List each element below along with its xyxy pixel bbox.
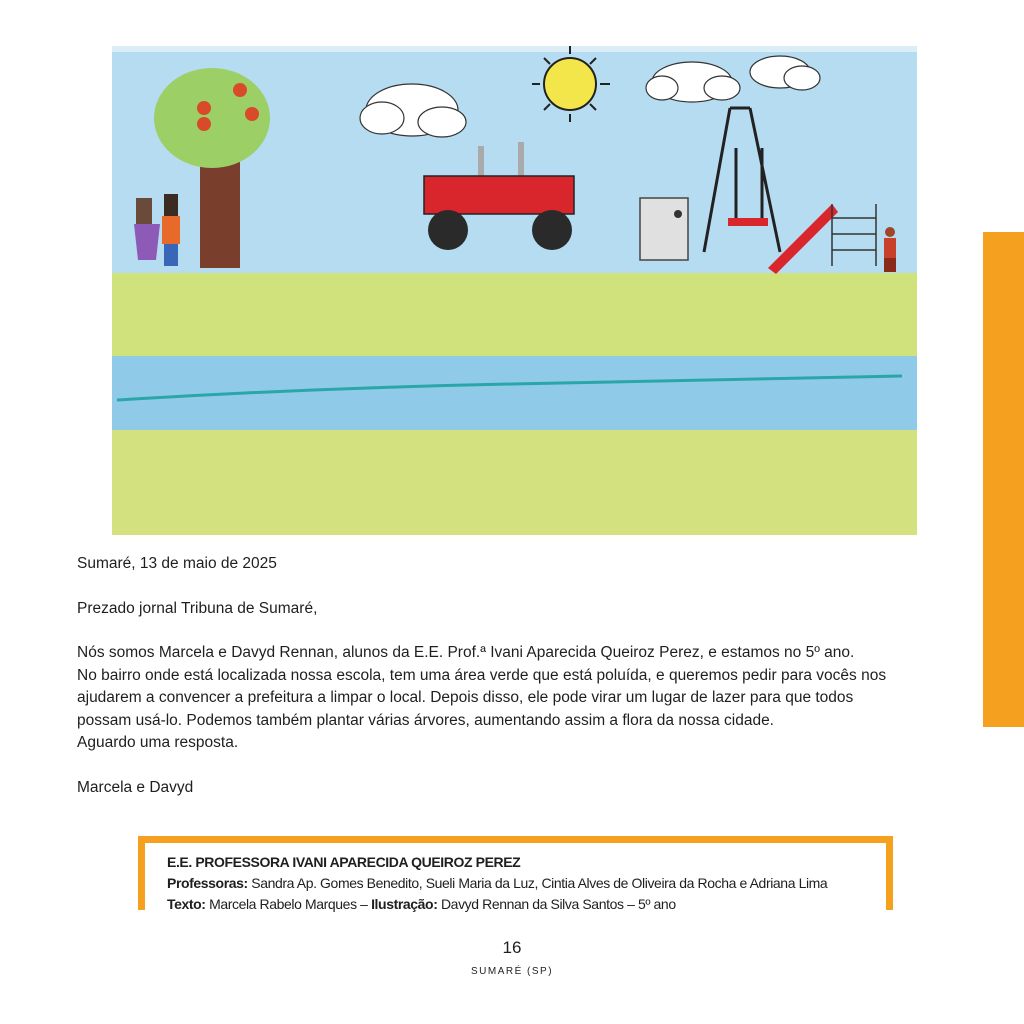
separator: – bbox=[627, 896, 635, 912]
letter-line: possam usá-lo. Podemos também plantar várias árvores, aumentando assim a flora da nossa cidade. bbox=[77, 711, 774, 729]
teachers-label: Professoras: bbox=[167, 875, 248, 891]
letter-line: Nós somos Marcela e Davyd Rennan, alunos da E.E. Prof.ª Ivani Aparecida Queiroz Perez, e estamos no 5º ano. bbox=[77, 644, 855, 661]
credits-box bbox=[138, 836, 893, 910]
letter-line: Aguardo uma resposta. bbox=[77, 734, 239, 751]
footer-city: SUMARÉ (SP) bbox=[470, 966, 554, 977]
letter-line: No bairro onde está localizada nossa escola, tem uma área verde que está poluída, e queremos pedir para vocês nos bbox=[77, 666, 887, 684]
letter-line: ajudarem a convencer a prefeitura a limpar o local. Depois disso, ele pode virar um lugar de lazer para que todos bbox=[77, 689, 854, 706]
grass-bottom bbox=[112, 430, 917, 535]
letter bbox=[77, 553, 957, 799]
river bbox=[112, 356, 917, 436]
school-name: E.E. PROFESSORA IVANI APARECIDA QUEIROZ PEREZ bbox=[167, 854, 521, 870]
teachers-row bbox=[167, 873, 886, 894]
side-accent-tab bbox=[983, 232, 1024, 727]
illustration-author: Davyd Rennan da Silva Santos bbox=[440, 896, 624, 912]
letter-date: Sumaré, 13 de maio de 2025 bbox=[77, 555, 277, 572]
text-label: Texto: bbox=[167, 896, 206, 912]
separator: – bbox=[360, 896, 368, 912]
grade: 5º ano bbox=[637, 896, 676, 912]
text-author: Marcela Rabelo Marques bbox=[209, 896, 357, 912]
small-building bbox=[640, 198, 688, 260]
letter-signature: Marcela e Davyd bbox=[77, 778, 194, 796]
child-figure-right bbox=[884, 227, 896, 272]
child-drawing-illustration bbox=[112, 38, 917, 535]
page-number: 16 bbox=[502, 938, 522, 957]
grass-top bbox=[112, 273, 917, 368]
illustration-label: Ilustração: bbox=[371, 896, 438, 912]
letter-greeting: Prezado jornal Tribuna de Sumaré, bbox=[77, 599, 318, 617]
teachers-names: Sandra Ap. Gomes Benedito, Sueli Maria da Luz, Cintia Alves de Oliveira da Rocha e Adriana Lima bbox=[251, 875, 828, 891]
authors-row bbox=[167, 894, 886, 915]
